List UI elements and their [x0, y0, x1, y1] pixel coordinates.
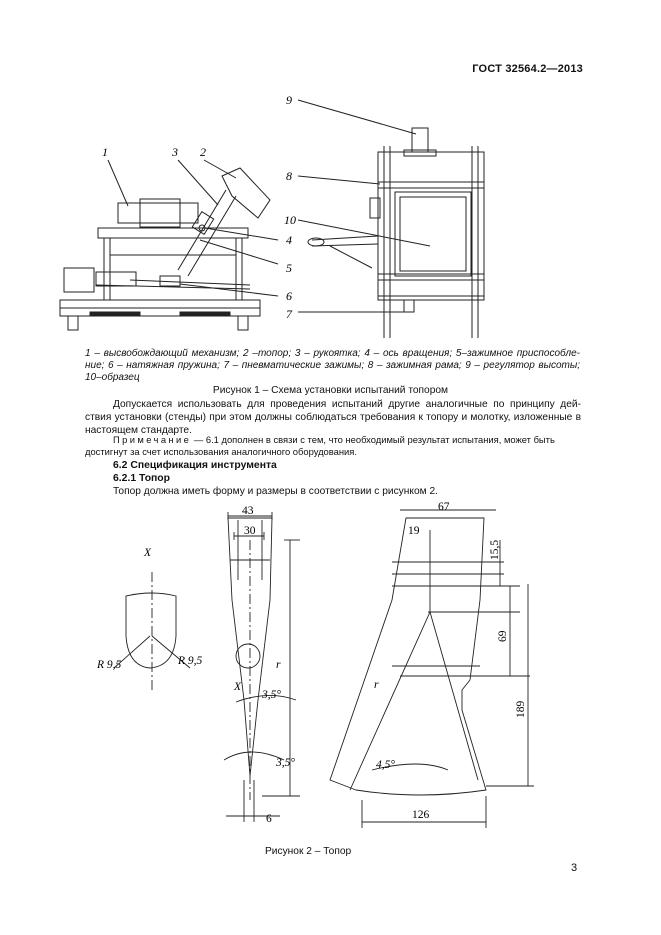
figure-1-drawing — [40, 88, 510, 346]
fig1-label-9: 9 — [286, 93, 292, 107]
section-heading: 6.2 Спецификация инструмента — [113, 460, 277, 471]
subsection-text: Топор должна иметь форму и размеры в соответствии с рисунком 2. — [113, 486, 438, 497]
fig2-label-r-side: r — [276, 659, 281, 671]
fig2-label-r2: R 9,5 — [178, 655, 203, 667]
fig2-dim-69: 69 — [497, 630, 509, 642]
subsection-heading: 6.2.1 Топор — [113, 473, 171, 484]
fig1-label-10: 10 — [284, 213, 296, 227]
note-label: Примечание — [113, 434, 192, 445]
note-text: — 6.1 дополнен в связи с тем, что необходимый результат испытания, может быть достигнут за счет использования аналогичного оборудования. — [85, 434, 555, 457]
fig2-dim-6: 6 — [266, 813, 272, 825]
fig1-label-5: 5 — [286, 261, 292, 275]
fig1-label-1: 1 — [102, 145, 108, 159]
fig1-label-3: 3 — [172, 145, 178, 159]
figure-2-drawing — [90, 500, 550, 836]
figure-1-caption: Рисунок 1 – Схема установки испытаний топором — [212, 385, 449, 396]
fig1-label-6: 6 — [286, 289, 292, 303]
fig1-label-8: 8 — [286, 169, 292, 183]
note — [85, 434, 581, 458]
page-number: 3 — [571, 862, 578, 874]
fig1-label-4: 4 — [286, 233, 292, 247]
fig2-angle-35b: 3,5° — [276, 757, 295, 769]
fig2-label-r-front: r — [374, 679, 379, 691]
fig2-angle-35a: 3,5° — [262, 689, 281, 701]
fig2-dim-126: 126 — [412, 809, 430, 821]
fig2-label-x-top: X — [144, 547, 152, 559]
fig2-angle-45: 4,5° — [376, 759, 395, 771]
figure-2-caption: Рисунок 2 – Топор — [265, 846, 352, 857]
fig2-dim-189: 189 — [515, 700, 527, 718]
fig1-label-7: 7 — [286, 307, 292, 321]
paragraph-analogous-equipment: Допускается использовать для проведения испытаний другие аналогичные по принципу дей-ствия установки (стенды) при этом должны соблюдаться требования к топору и молотку, изложенные в настоящем стандарте. — [85, 399, 581, 436]
fig2-label-x-side: X — [234, 681, 242, 693]
fig2-dim-30: 30 — [244, 525, 256, 537]
fig2-dim-19: 19 — [408, 525, 420, 537]
fig1-label-2: 2 — [200, 145, 206, 159]
standard-number: ГОСТ 32564.2—2013 — [472, 63, 583, 75]
fig2-label-r1: R 9,5 — [97, 659, 122, 671]
fig2-dim-15-5: 15,5 — [489, 539, 501, 560]
fig2-dim-67: 67 — [438, 501, 450, 513]
figure-1-legend: 1 – высвобождающий механизм; 2 –топор; 3 – рукоятка; 4 – ось вращения; 5–зажимное приспособле-ние; 6 – натяжная пружина; 7 – пневматические зажимы; 8 – зажимная рама; 9 – регулятор высоты; 10–образец — [85, 348, 580, 383]
fig2-dim-43: 43 — [242, 505, 254, 517]
